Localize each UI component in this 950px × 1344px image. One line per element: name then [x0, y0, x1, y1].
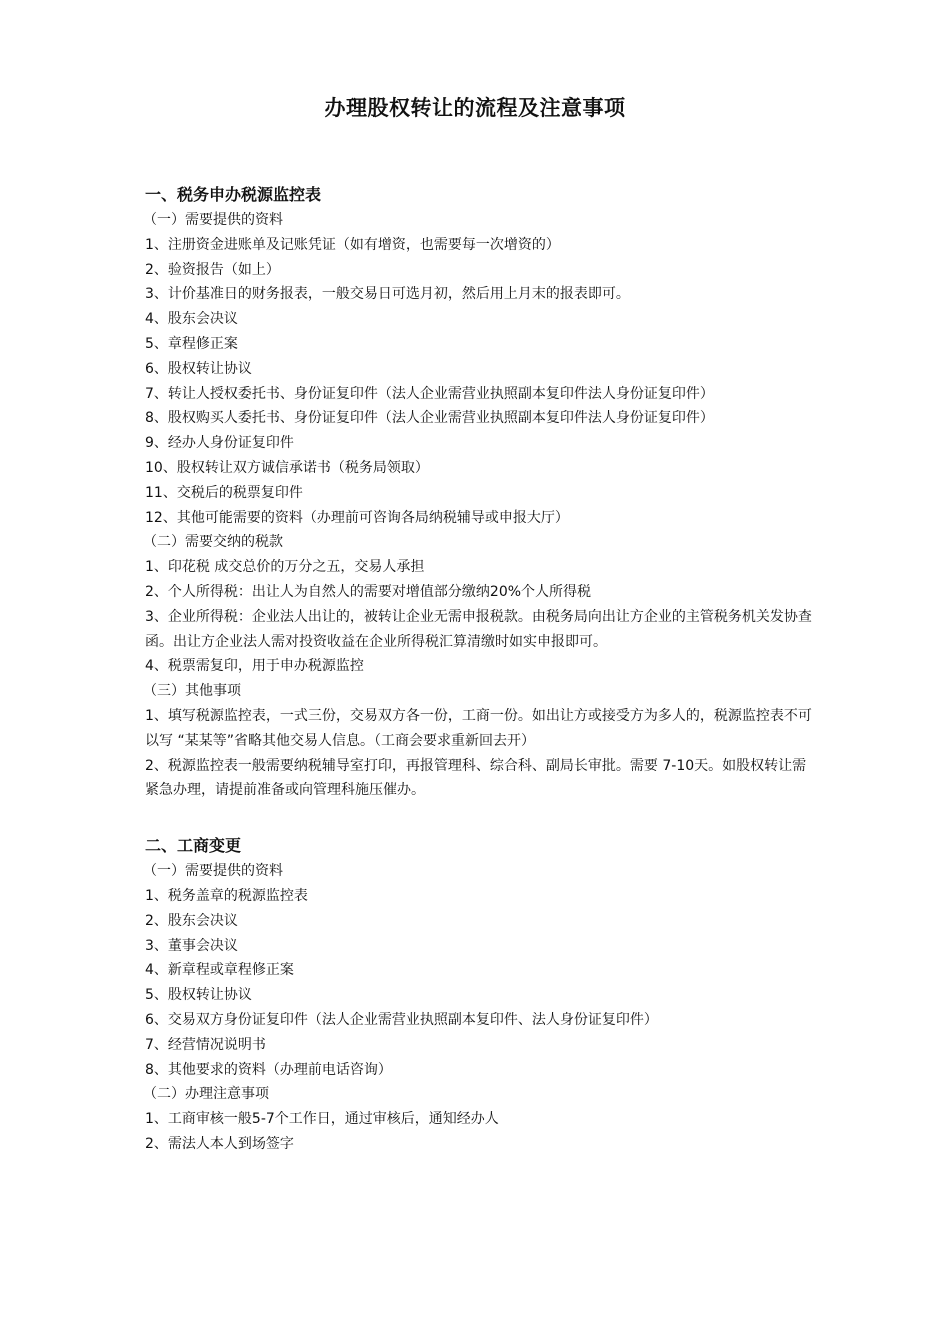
- document-title: 办理股权转让的流程及注意事项: [324, 96, 626, 120]
- list-item: 2、个人所得税：出让人为自然人的需要对增值部分缴纳20%个人所得税: [145, 583, 592, 600]
- subsection-tax-payments: [145, 530, 817, 679]
- list-item: 2、验资报告（如上）: [145, 261, 280, 278]
- section-heading: 二、工商变更: [145, 836, 242, 856]
- subsection-heading: （三）其他事项: [143, 683, 241, 700]
- list-item: 12、其他可能需要的资料（办理前可咨询各局纳税辅导或申报大厅）: [145, 509, 569, 526]
- document-body: [145, 182, 817, 1157]
- list-item: 1、工商审核一般5-7个工作日，通过审核后，通知经办人: [145, 1111, 499, 1128]
- list-item: 1、填写税源监控表，一式三份，交易双方各一份，工商一份。如出让方或接受方为多人的，税源监控表不可以写 “某某等”省略其他交易人信息。（工商会要求重新回去开）: [145, 707, 812, 749]
- list-item: 3、董事会决议: [145, 937, 238, 954]
- list-item: 3、企业所得税：企业法人出让的，被转让企业无需申报税款。由税务局向出让方企业的主管税务机关发协查函。出让方企业法人需对投资收益在企业所得税汇算清缴时如实申报即可。: [145, 608, 812, 650]
- list-item: 11、交税后的税票复印件: [145, 484, 303, 501]
- list-item: 6、交易双方身份证复印件（法人企业需营业执照副本复印件、法人身份证复印件）: [145, 1011, 658, 1028]
- list-item: 7、经营情况说明书: [145, 1036, 266, 1053]
- section-heading: 一、税务申办税源监控表: [145, 185, 322, 204]
- list-item: 7、转让人授权委托书、身份证复印件（法人企业需营业执照副本复印件法人身份证复印件）: [145, 385, 714, 402]
- subsection-tax-other: [145, 679, 817, 803]
- list-item: 4、新章程或章程修正案: [145, 962, 294, 979]
- subsection-heading: （一）需要提供的资料: [143, 212, 283, 228]
- list-item: 9、经办人身份证复印件: [145, 435, 294, 452]
- list-item: 4、税票需复印，用于申办税源监控: [145, 658, 364, 675]
- list-item: 6、股权转让协议: [145, 360, 252, 377]
- section-business-registration: [145, 833, 817, 1157]
- list-item: 2、税源监控表一般需要纳税辅导室打印，再报管理科、综合科、副局长审批。需要 7-10天。如股权转让需紧急办理，请提前准备或向管理科施压催办。: [145, 757, 807, 799]
- subsection-heading: （一）需要提供的资料: [143, 863, 283, 880]
- subsection-registration-materials: [145, 859, 817, 1082]
- list-item: 5、股权转让协议: [145, 987, 252, 1004]
- list-item: 1、印花税 成交总价的万分之五，交易人承担: [145, 559, 425, 576]
- section-tax: [145, 182, 817, 803]
- list-item: 8、其他要求的资料（办理前电话咨询）: [145, 1061, 392, 1078]
- list-item: 8、股权购买人委托书、身份证复印件（法人企业需营业执照副本复印件法人身份证复印件）: [145, 410, 714, 427]
- section-spacer: [145, 803, 817, 833]
- list-item: 4、股东会决议: [145, 311, 238, 328]
- list-item: 2、需法人本人到场签字: [145, 1135, 294, 1152]
- subsection-heading: （二）办理注意事项: [143, 1086, 269, 1103]
- list-item: 1、注册资金进账单及记账凭证（如有增资，也需要每一次增资的）: [145, 236, 560, 253]
- list-item: 3、计价基准日的财务报表，一般交易日可选月初，然后用上月末的报表即可。: [145, 286, 630, 303]
- list-item: 1、税务盖章的税源监控表: [145, 887, 308, 904]
- subsection-heading: （二）需要交纳的税款: [143, 534, 283, 551]
- subsection-registration-notes: [145, 1082, 817, 1156]
- subsection-tax-materials: [145, 208, 817, 530]
- list-item: 5、章程修正案: [145, 335, 238, 352]
- list-item: 10、股权转让双方诚信承诺书（税务局领取）: [145, 459, 429, 476]
- list-item: 2、股东会决议: [145, 912, 238, 929]
